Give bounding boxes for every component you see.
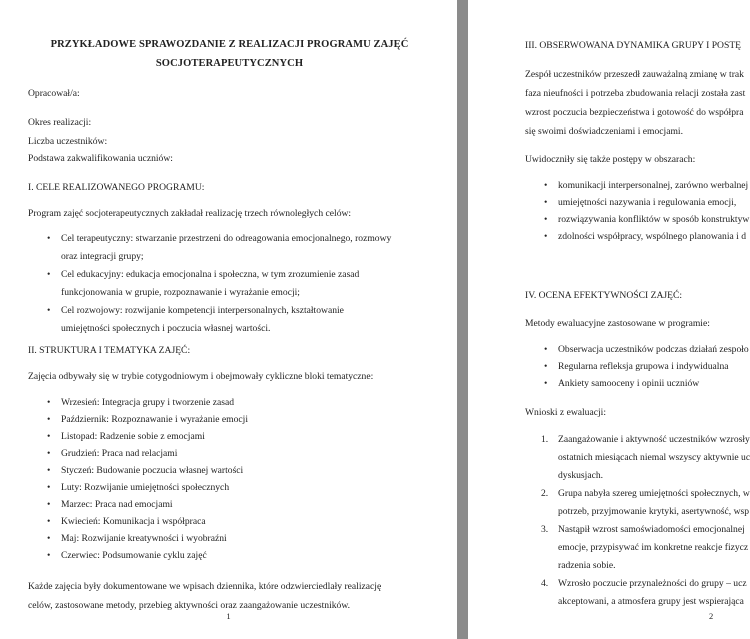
list-item: • Regularna refleksja grupowa i indywidualna [525,358,750,375]
list-item: • Cel edukacyjny: edukacja emocjonalna i społeczna, w tym zrozumienie zasad funkcjonowania w grupie, rozpoznawanie i wyrażanie emocji; [28,266,431,302]
progress-list [525,177,750,245]
section-2-heading: II. STRUKTURA I TEMATYKA ZAJĘĆ: [28,345,191,356]
methods-intro: Metody ewaluacyjne zastosowane w programie: [525,318,710,329]
closing-paragraph-line-2: celów, zastosowane metody, przebieg aktywności oraz zaangażowanie uczestników. [28,600,351,611]
list-item: • Czerwiec: Podsumowanie cyklu zajęć [28,547,431,564]
list-item: • rozwiązywania konfliktów w sposób konstruktyw [525,211,750,228]
list-item: 4. Wzrosło poczucie przynależności do grupy – ucz akceptowani, a atmosfera grupy jest wspierająca [541,578,747,607]
progress-intro: Uwidoczniły się także postępy w obszarach: [525,154,696,165]
page-number: 1 [226,611,231,621]
list-item: • Listopad: Radzenie sobie z emocjami [28,428,431,445]
section-2-intro: Zajęcia odbywały się w trybie cotygodniowym i obejmowały cykliczne bloki tematyczne: [28,371,374,382]
list-item: • Obserwacja uczestników podczas działań zespoło [525,341,750,358]
author-label: Opracował/a: [28,88,80,99]
list-item: 2. Grupa nabyła szereg umiejętności społecznych, w potrzeb, przyjmowanie krytyki, asertywność, wsp [541,488,750,517]
section-1-intro: Program zajęć socjoterapeutycznych zakładał realizację trzech równoległych celów: [28,208,352,219]
list-item: • komunikacji interpersonalnej, zarówno werbalnej [525,177,750,194]
section-1-heading: I. CELE REALIZOWANEGO PROGRAMU: [28,182,205,193]
list-item: 1. Zaangażowanie i aktywność uczestników wzrosły ostatnich miesiącach niemal wszyscy aktywnie uc dyskusjach. [541,434,750,481]
list-item: • Luty: Rozwijanie umiejętności społecznych [28,479,431,496]
list-item: • Październik: Rozpoznawanie i wyrażanie emocji [28,411,431,428]
title-line-1: PRZYKŁADOWE SPRAWOZDANIE Z REALIZACJI PROGRAMU ZAJĘĆ [50,39,409,50]
list-item: 3. Nastąpił wzrost samoświadomości emocjonalnej emocje, przypisywać im konkretne reakcje fizycz radzenia sobie. [541,524,749,571]
title-line-2: SOCJOTERAPEUTYCZNYCH [155,58,304,69]
list-item: • Wrzesień: Integracja grupy i tworzenie zasad [28,394,431,411]
closing-paragraph-line-1: Każde zajęcia były dokumentowane we wpisach dziennika, które odzwierciedlały realizację [28,581,382,592]
page-number: 2 [709,611,714,621]
document-page-2 [468,0,750,639]
list-item: • Cel rozwojowy: rozwijanie kompetencji interpersonalnych, kształtowanie umiejętności społecznych i poczucia własnej wartości. [28,302,431,338]
list-item: • zdolności współpracy, wspólnego planowania i d [525,228,750,245]
participants-label: Liczba uczestników: [28,136,108,147]
goals-list [28,230,431,338]
basis-label: Podstawa zakwalifikowania uczniów: [28,153,173,164]
list-item: • Kwiecień: Komunikacja i współpraca [28,513,431,530]
period-label: Okres realizacji: [28,117,92,128]
list-item: • umiejętności nazywania i regulowania emocji, [525,194,750,211]
list-item: • Styczeń: Budowanie poczucia własnej wartości [28,462,431,479]
section-3-paragraph: Zespół uczestników przeszedł zauważalną zmianę w trak faza nieufności i potrzeba zbudowania relacji została zast wzrost poczucia bezpieczeństwa i gotowość do współpra się swoimi doświadczeniami i emocjami. [525,69,746,137]
section-4-heading: IV. OCENA EFEKTYWNOŚCI ZAJĘĆ: [525,290,683,301]
list-item: • Marzec: Praca nad emocjami [28,496,431,513]
months-list [28,394,431,564]
section-3-heading: III. OBSERWOWANA DYNAMIKA GRUPY I POSTĘ [525,40,742,51]
list-item: • Cel terapeutyczny: stwarzanie przestrzeni do odreagowania emocjonalnego, rozmowy oraz integracji grupy; [28,230,431,266]
conclusions-list [525,431,750,611]
conclusions-intro: Wnioski z ewaluacji: [525,407,606,418]
list-item: • Grudzień: Praca nad relacjami [28,445,431,462]
methods-list [525,341,750,392]
list-item: • Maj: Rozwijanie kreatywności i wyobraźni [28,530,431,547]
document-title [28,35,431,73]
list-item: • Ankiety samooceny i opinii uczniów [525,375,750,392]
